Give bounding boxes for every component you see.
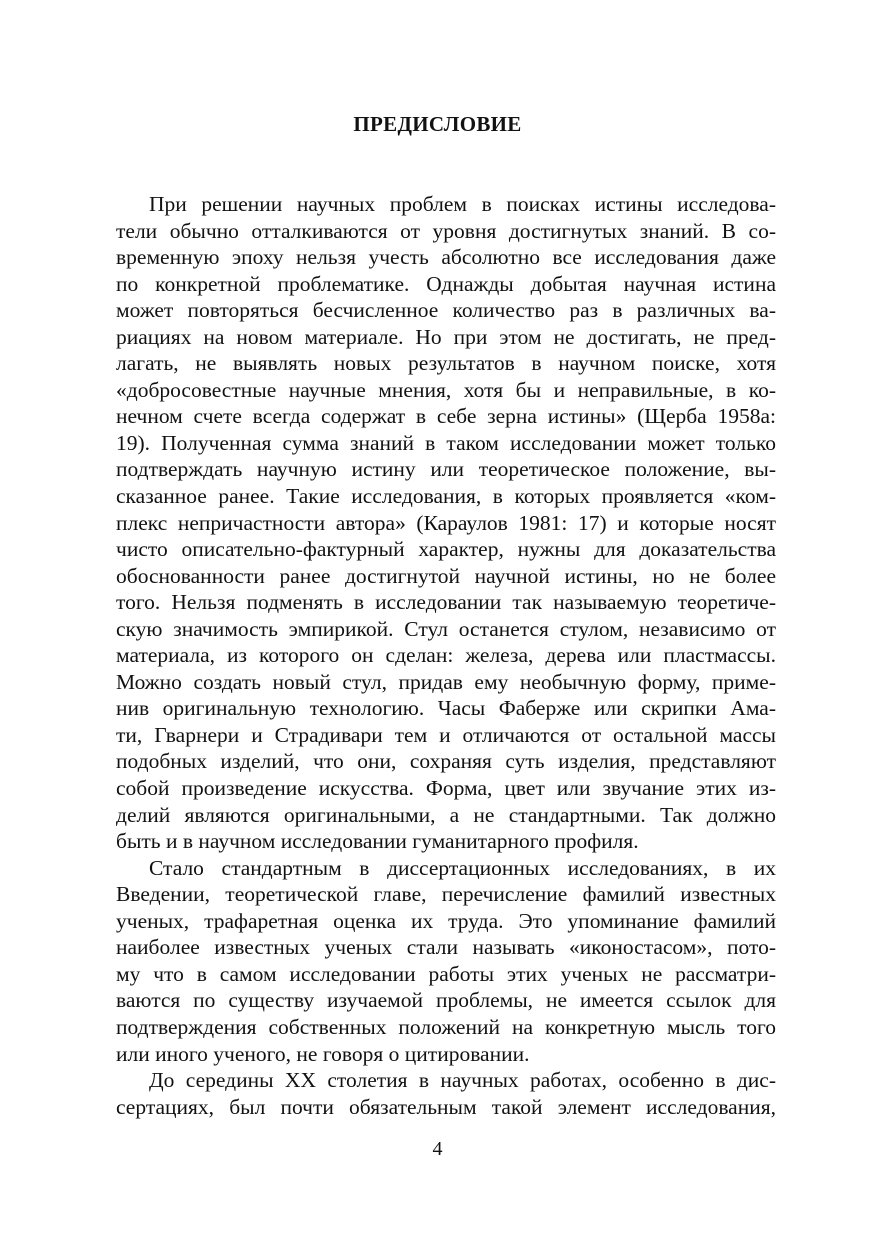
text-line: материала, из которого он сделан: железа, дерева или пластмассы. <box>116 643 776 668</box>
text-line: подтверждения собственных положений на конкретную мысль того <box>116 1014 776 1039</box>
text-line: обоснованности ранее достигнутой научной истины, но не более <box>116 563 776 588</box>
text-line: того. Нельзя подменять в исследовании так называемую теоретиче- <box>116 590 776 615</box>
text-line: делий являются оригинальными, а не стандартными. Так должно <box>116 802 776 827</box>
text-line: 19). Полученная сумма знаний в таком исследовании может только <box>116 430 776 455</box>
text-line: собой произведение искусства. Форма, цвет или звучание этих из- <box>116 776 776 801</box>
text-line: му что в самом исследовании работы этих ученых не рассматри- <box>116 961 776 986</box>
text-line: «добросовестные научные мнения, хотя бы и неправильные, в ко- <box>116 377 776 402</box>
text-line: нив оригинальную технологию. Часы Фаберже или скрипки Ама- <box>116 696 776 721</box>
text-line: чисто описательно-фактурный характер, нужны для доказательства <box>116 537 776 562</box>
text-line: может повторяться бесчисленное количество раз в различных ва- <box>116 298 776 323</box>
text-line: нечном счете всегда содержат в себе зерна истины» (Щерба 1958а: <box>116 404 776 429</box>
text-line-paragraph-2-start: Стало стандартным в диссертационных исследованиях, в их <box>149 855 776 880</box>
text-line: временную эпоху нельзя учесть абсолютно все исследования даже <box>116 245 776 270</box>
text-line: ваются по существу изучаемой проблемы, не имеется ссылок для <box>116 988 776 1013</box>
text-line: лагать, не выявлять новых результатов в научном поиске, хотя <box>116 351 776 376</box>
text-line: риациях на новом материале. Но при этом не достигать, не пред- <box>116 324 776 349</box>
text-line-paragraph-1-start: При решении научных проблем в поисках истины исследова- <box>149 192 776 216</box>
text-line: ученых, трафаретная оценка их труда. Это упоминание фамилий <box>116 908 776 933</box>
page-number: 4 <box>432 1138 443 1160</box>
text-line: сказанное ранее. Такие исследования, в которых проявляется «ком- <box>116 484 776 509</box>
body-text <box>116 191 776 1120</box>
text-line: по конкретной проблематике. Однажды добытая научная истина <box>116 271 776 296</box>
text-line: скую значимость эмпирикой. Стул останется стулом, независимо от <box>116 616 776 641</box>
text-line: тели обычно отталкиваются от уровня достигнутых знаний. В со- <box>116 218 776 243</box>
text-line: плекс непричастности автора» (Караулов 1981: 17) и которые носят <box>116 510 776 535</box>
text-line: подтверждать научную истину или теоретическое положение, вы- <box>116 457 776 482</box>
text-line: подобных изделий, что они, сохраняя суть изделия, представляют <box>116 749 776 774</box>
text-line: Введении, теоретической главе, перечисление фамилий известных <box>116 882 776 907</box>
text-line: наиболее известных ученых стали называть «иконостасом», пото- <box>116 935 776 960</box>
text-line-paragraph-3-start: До середины XX столетия в научных работах, особенно в дис- <box>149 1068 776 1093</box>
page-title: ПРЕДИСЛОВИЕ <box>353 112 522 136</box>
text-line: сертациях, был почти обязательным такой элемент исследования, <box>116 1094 776 1119</box>
text-line: ти, Гварнери и Страдивари тем и отличаются от остальной массы <box>116 722 776 747</box>
text-line-paragraph-2-end: или иного ученого, не говоря о цитировании. <box>116 1041 530 1066</box>
text-line-paragraph-1-end: быть и в научном исследовании гуманитарного профиля. <box>116 829 639 854</box>
text-line: Можно создать новый стул, придав ему необычную форму, приме- <box>116 669 776 694</box>
